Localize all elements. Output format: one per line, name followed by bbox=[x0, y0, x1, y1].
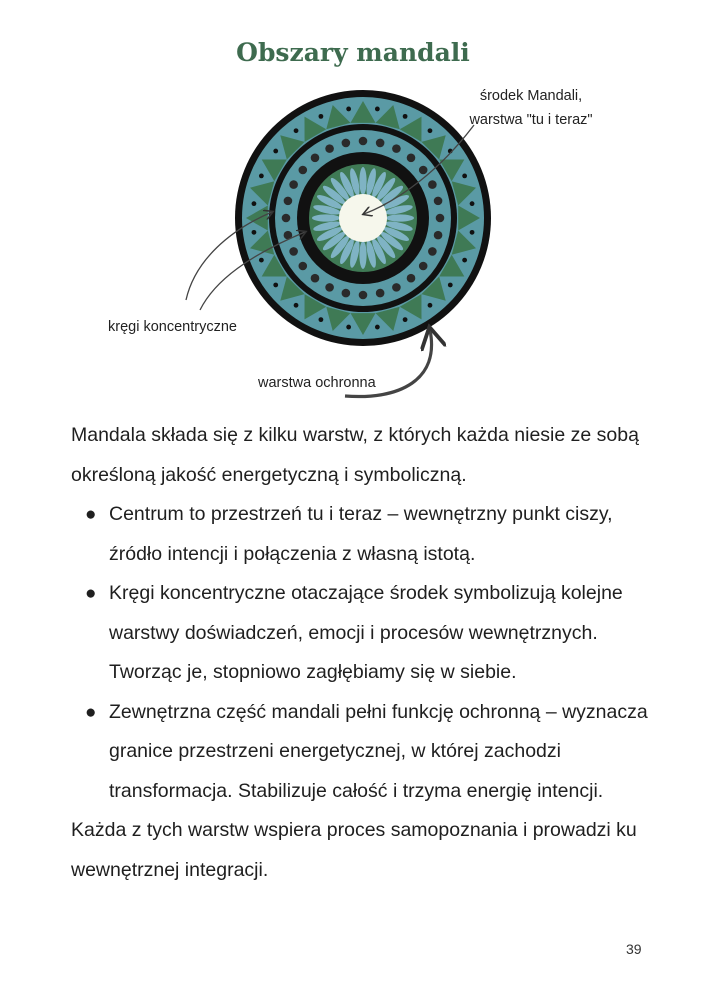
outer-dot bbox=[259, 174, 264, 179]
petal bbox=[386, 214, 414, 221]
outer-dot bbox=[346, 325, 351, 330]
outro-paragraph: Każda z tych warstw wspiera proces samopoznania i prowadzi ku wewnętrznej integracji. bbox=[71, 819, 637, 881]
outer-dot bbox=[462, 258, 467, 263]
bullet-list bbox=[71, 495, 661, 811]
middle-dot bbox=[434, 197, 443, 206]
middle-dot bbox=[436, 214, 445, 223]
outer-dot bbox=[319, 317, 324, 322]
outer-dot bbox=[319, 114, 324, 119]
outer-dot bbox=[470, 201, 475, 206]
outer-dot bbox=[403, 114, 408, 119]
outer-dot bbox=[273, 149, 278, 154]
page-number: 39 bbox=[626, 941, 642, 957]
outer-dot bbox=[294, 303, 299, 308]
outer-dot bbox=[273, 283, 278, 288]
middle-dot bbox=[428, 247, 437, 256]
bullet-icon: ● bbox=[85, 701, 97, 723]
middle-dot bbox=[289, 247, 298, 256]
middle-dot bbox=[342, 289, 351, 298]
outer-dot bbox=[428, 303, 433, 308]
middle-dot bbox=[407, 153, 416, 162]
middle-dot bbox=[284, 197, 293, 206]
middle-dot bbox=[325, 283, 334, 292]
label-center bbox=[456, 84, 606, 132]
middle-dot bbox=[311, 153, 320, 162]
petal bbox=[359, 241, 366, 269]
mandala-graphic bbox=[235, 90, 491, 346]
middle-dot bbox=[311, 274, 320, 283]
bullet-icon: ● bbox=[85, 583, 97, 604]
middle-dot bbox=[359, 291, 368, 300]
middle-dot bbox=[282, 214, 291, 223]
body-text bbox=[71, 416, 661, 890]
middle-dot bbox=[325, 144, 334, 153]
outer-dot bbox=[462, 174, 467, 179]
outer-dot bbox=[294, 128, 299, 133]
page-title: Obszary mandali bbox=[236, 38, 470, 67]
outer-dot bbox=[252, 201, 257, 206]
mandala-diagram bbox=[0, 0, 706, 410]
middle-dot bbox=[289, 180, 298, 189]
middle-dot bbox=[342, 139, 351, 148]
middle-dot bbox=[376, 139, 385, 148]
middle-dot bbox=[376, 289, 385, 298]
outer-dot bbox=[252, 230, 257, 235]
list-item-text: Centrum to przestrzeń tu i teraz – wewnętrzny punkt ciszy, źródło intencji i połączenia z własną istotą. bbox=[109, 503, 613, 565]
outer-dot bbox=[428, 128, 433, 133]
middle-dot bbox=[298, 262, 307, 271]
label-center-line2: warstwa "tu i teraz" bbox=[469, 112, 593, 128]
outer-dot bbox=[470, 230, 475, 235]
label-rings: kręgi koncentryczne bbox=[108, 319, 237, 335]
middle-dot bbox=[419, 262, 428, 271]
outer-dot bbox=[259, 258, 264, 263]
outer-dot bbox=[403, 317, 408, 322]
petal bbox=[359, 167, 366, 195]
middle-dot bbox=[407, 274, 416, 283]
label-center-line1: środek Mandali, bbox=[479, 88, 583, 104]
middle-dot bbox=[419, 166, 428, 175]
list-item bbox=[85, 574, 661, 693]
outer-dot bbox=[375, 107, 380, 112]
middle-dot bbox=[359, 137, 368, 146]
list-item bbox=[85, 693, 661, 812]
outer-dot bbox=[448, 283, 453, 288]
outer-dot bbox=[346, 107, 351, 112]
outer-dot bbox=[375, 325, 380, 330]
intro-paragraph: Mandala składa się z kilku warstw, z których każda niesie ze sobą określoną jakość energetyczną i symboliczną. bbox=[71, 424, 639, 486]
center-circle bbox=[339, 194, 387, 242]
label-outer: warstwa ochronna bbox=[258, 375, 376, 391]
middle-dot bbox=[392, 283, 401, 292]
list-item-text: Zewnętrzna część mandali pełni funkcję ochronną – wyznacza granice przestrzeni energetycznej, w której zachodzi transformacja. Stabilizuje całość i trzyma energię intencji. bbox=[109, 700, 648, 802]
middle-dot bbox=[392, 144, 401, 153]
petal bbox=[312, 214, 340, 221]
bullet-icon: ● bbox=[85, 504, 97, 525]
middle-dot bbox=[428, 180, 437, 189]
list-item-text: Kręgi koncentryczne otaczające środek symbolizują kolejne warstwy doświadczeń, emocji i procesów wewnętrznych. Tworząc je, stopniowo zagłębiamy się w siebie. bbox=[109, 582, 623, 683]
middle-dot bbox=[434, 231, 443, 240]
middle-dot bbox=[298, 166, 307, 175]
list-item bbox=[85, 495, 661, 574]
